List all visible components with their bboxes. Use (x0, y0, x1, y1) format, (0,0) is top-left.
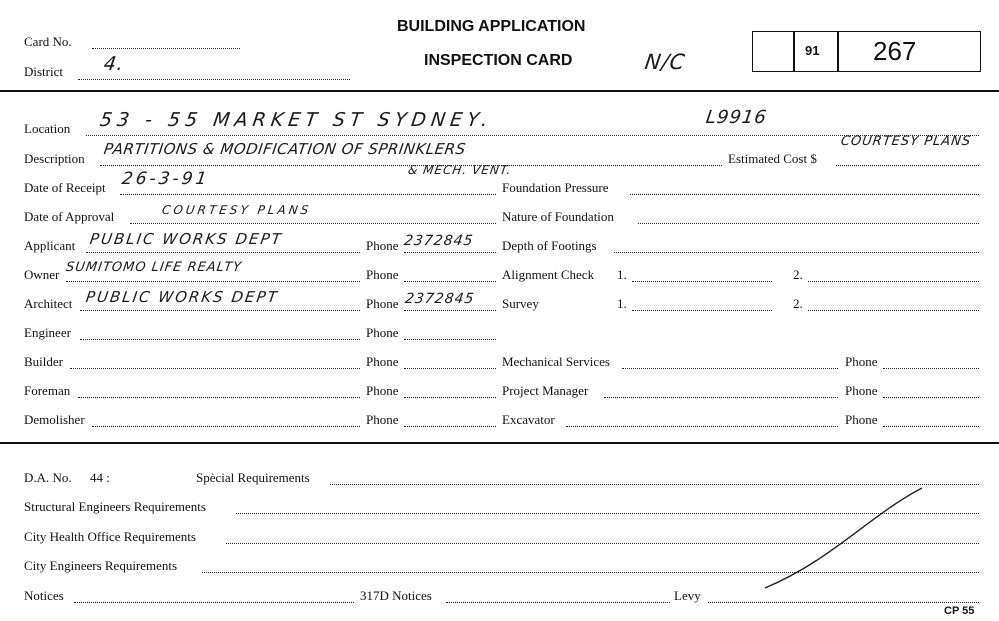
applicant-phone-label: Phone (366, 238, 399, 253)
location-label: Location (24, 121, 71, 136)
builder-phone-label: Phone (366, 354, 399, 369)
location-value: 53 - 55 MARKET ST SYDNEY. (98, 109, 494, 131)
engineer-label: Engineer (24, 325, 71, 340)
estimated-cost-value: COURTESY PLANS (839, 134, 973, 149)
date-receipt-label: Date of Receipt (24, 180, 106, 195)
owner-label: Owner (24, 267, 60, 282)
mechanical-services-label: Mechanical Services (502, 354, 610, 369)
architect-phone-label: Phone (366, 296, 399, 311)
survey-2-label: 2. (793, 296, 803, 311)
structural-requirements-label: Structural Engineers Requirements (24, 499, 206, 514)
depth-footings-label: Depth of Footings (502, 238, 597, 253)
da-no-value: 44 : (90, 470, 110, 485)
demolisher-phone-label: Phone (366, 412, 399, 427)
survey-label: Survey (502, 296, 539, 311)
excavator-label: Excavator (502, 412, 555, 427)
description-value-2: & MECH. VENT. (407, 163, 513, 177)
nature-foundation-label: Nature of Foundation (502, 209, 614, 224)
notices-317d-label: 317D Notices (360, 588, 432, 603)
excavator-phone-label: Phone (845, 412, 878, 427)
health-requirements-label: City Health Office Requirements (24, 529, 196, 544)
date-approval-label: Date of Approval (24, 209, 115, 224)
alignment-check-label: Alignment Check (502, 267, 595, 282)
levy-label: Levy (674, 588, 701, 603)
survey-1-label: 1. (617, 296, 627, 311)
alignment-1-label: 1. (617, 267, 627, 282)
description-value: PARTITIONS & MODIFICATION OF SPRINKLERS (102, 140, 467, 158)
applicant-value: PUBLIC WORKS DEPT (88, 230, 285, 248)
card-no-label: Card No. (24, 34, 72, 49)
foundation-pressure-label: Foundation Pressure (502, 180, 609, 195)
special-requirements-label: Spècial Requirements (196, 470, 310, 485)
project-manager-label: Project Manager (502, 383, 589, 398)
mechanical-phone-label: Phone (845, 354, 878, 369)
description-label: Description (24, 151, 85, 166)
architect-label: Architect (24, 296, 73, 311)
title-line2: INSPECTION CARD (424, 52, 573, 69)
district-label: District (24, 64, 63, 79)
architect-phone-value: 2372845 (403, 291, 476, 307)
engineer-phone-label: Phone (366, 325, 399, 340)
nc-mark: N/C (643, 50, 688, 74)
alignment-2-label: 2. (793, 267, 803, 282)
date-approval-value: COURTESY PLANS (161, 203, 313, 217)
foreman-phone-label: Phone (366, 383, 399, 398)
box-small-number: 91 (805, 43, 820, 58)
da-no-label: D.A. No. (24, 470, 72, 485)
estimated-cost-label: Estimated Cost $ (728, 151, 817, 166)
foreman-label: Foreman (24, 383, 71, 398)
box-card-number: 267 (873, 36, 917, 66)
owner-value: SUMITOMO LIFE REALTY (64, 260, 243, 275)
date-receipt-value: 26-3-91 (120, 169, 211, 189)
applicant-label: Applicant (24, 238, 76, 253)
builder-label: Builder (24, 354, 63, 369)
title-line1: BUILDING APPLICATION (397, 18, 586, 35)
demolisher-label: Demolisher (24, 412, 85, 427)
architect-value: PUBLIC WORKS DEPT (84, 288, 281, 306)
location-ref: L9916 (704, 107, 769, 128)
project-manager-phone-label: Phone (845, 383, 878, 398)
district-value: 4. (102, 53, 126, 75)
notices-label: Notices (24, 588, 64, 603)
owner-phone-label: Phone (366, 267, 399, 282)
applicant-phone-value: 2372845 (402, 233, 475, 249)
city-engineers-requirements-label: City Engineers Requirements (24, 558, 178, 573)
form-code: CP 55 (944, 605, 975, 617)
